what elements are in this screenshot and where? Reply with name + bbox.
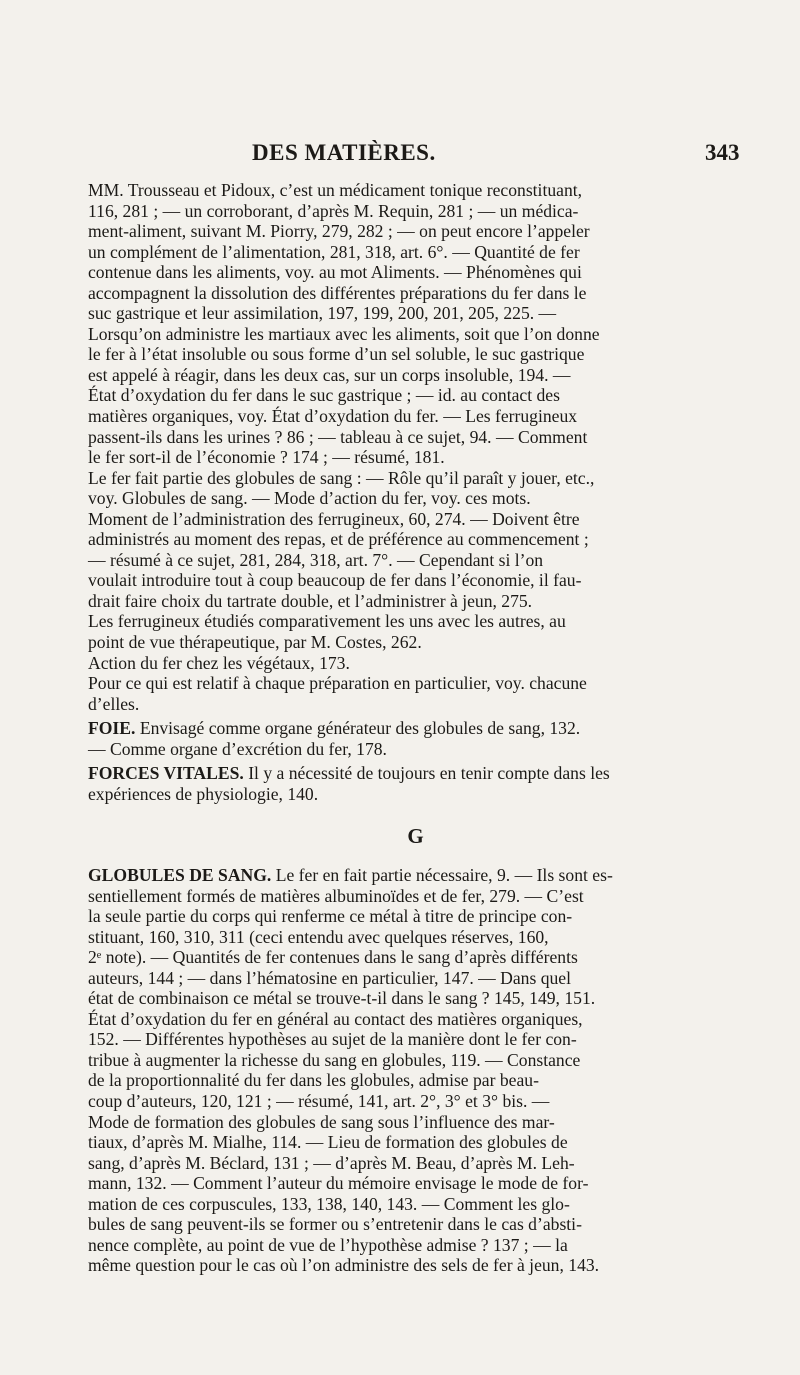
text-line: voulait introduire tout à coup beaucoup de fer dans l’économie, il fau- xyxy=(88,570,582,591)
text-line: 116, 281 ; — un corroborant, d’après M. Requin, 281 ; — un médica- xyxy=(88,200,579,221)
text-line: état de combinaison ce métal se trouve-t-il dans le sang ? 145, 149, 151. xyxy=(88,988,596,1009)
index-entry-foie xyxy=(88,718,743,759)
text-line: — Comme organe d’excrétion du fer, 178. xyxy=(88,738,387,759)
text-line: la seule partie du corps qui renferme ce métal à titre de principe con- xyxy=(88,906,573,927)
text-line: État d’oxydation du fer en général au contact des matières organiques, xyxy=(88,1008,583,1029)
text-line: mann, 132. — Comment l’auteur du mémoire envisage le mode de for- xyxy=(88,1173,589,1194)
page-number: 343 xyxy=(705,140,740,165)
text-line: un complément de l’alimentation, 281, 318, art. 6°. — Quantité de fer xyxy=(88,241,580,262)
running-title: DES MATIÈRES. xyxy=(252,140,436,165)
text-line: le fer sort-il de l’économie ? 174 ; — résumé, 181. xyxy=(88,447,445,468)
section-letter: G xyxy=(407,824,424,849)
index-entry-fer-continued xyxy=(88,180,743,714)
headword: FORCES VITALES. xyxy=(88,763,244,784)
text-line: Mode de formation des globules de sang sous l’influence des mar- xyxy=(88,1111,555,1132)
text-segment: Il y a nécessité de toujours en tenir compte dans les xyxy=(243,763,610,784)
headword: GLOBULES DE SANG. xyxy=(88,864,272,885)
text-line: suc gastrique et leur assimilation, 197, 199, 200, 201, 205, 225. — xyxy=(88,303,557,324)
text-line: Action du fer chez les végétaux, 173. xyxy=(88,652,350,673)
text-line: Pour ce qui est relatif à chaque préparation en particulier, voy. chacune xyxy=(88,673,587,694)
text-line xyxy=(88,865,743,886)
text-line: tiaux, d’après M. Mialhe, 114. — Lieu de formation des globules de xyxy=(88,1132,568,1153)
text-line: coup d’auteurs, 120, 121 ; — résumé, 141, art. 2°, 3° et 3° bis. — xyxy=(88,1090,550,1111)
headword: FOIE. xyxy=(88,718,136,739)
text-line: expériences de physiologie, 140. xyxy=(88,783,319,804)
text-line: nence complète, au point de vue de l’hypothèse admise ? 137 ; — la xyxy=(88,1234,568,1255)
text-line xyxy=(88,763,743,784)
text-line: 2ᵉ note). — Quantités de fer contenues dans le sang d’après différents xyxy=(88,947,578,968)
text-line: bules de sang peuvent-ils se former ou s’entretenir dans le cas d’absti- xyxy=(88,1214,582,1235)
text-line: auteurs, 144 ; — dans l’hématosine en particulier, 147. — Dans quel xyxy=(88,967,572,988)
text-line: État d’oxydation du fer dans le suc gastrique ; — id. au contact des xyxy=(88,385,560,406)
index-text xyxy=(88,180,743,1276)
index-entry-forces-vitales xyxy=(88,763,743,804)
text-line: passent-ils dans les urines ? 86 ; — tableau à ce sujet, 94. — Comment xyxy=(88,426,588,447)
text-segment: Le fer en fait partie nécessaire, 9. — Ils sont es- xyxy=(271,864,613,885)
text-line: mation de ces corpuscules, 133, 138, 140, 143. — Comment les glo- xyxy=(88,1193,570,1214)
running-head xyxy=(0,138,800,172)
text-line: stituant, 160, 310, 311 (ceci entendu avec quelques réserves, 160, xyxy=(88,926,549,947)
text-line: Lorsqu’on administre les martiaux avec les aliments, soit que l’on donne xyxy=(88,323,600,344)
text-line: est appelé à réagir, dans les deux cas, sur un corps insoluble, 194. — xyxy=(88,364,571,385)
text-line: sang, d’après M. Béclard, 131 ; — d’après M. Beau, d’après M. Leh- xyxy=(88,1152,575,1173)
text-line: sentiellement formés de matières albuminoïdes et de fer, 279. — C’est xyxy=(88,885,584,906)
text-line xyxy=(88,718,743,739)
text-line: 152. — Différentes hypothèses au sujet de la manière dont le fer con- xyxy=(88,1029,577,1050)
text-line: Le fer fait partie des globules de sang : — Rôle qu’il paraît y jouer, etc., xyxy=(88,467,595,488)
text-line: administrés au moment des repas, et de préférence au commencement ; xyxy=(88,529,589,550)
text-line: le fer à l’état insoluble ou sous forme d’un sel soluble, le suc gastrique xyxy=(88,344,585,365)
text-line: MM. Trousseau et Pidoux, c’est un médicament tonique reconstituant, xyxy=(88,180,583,200)
index-entry-globules-de-sang xyxy=(88,865,743,1276)
text-line: tribue à augmenter la richesse du sang en globules, 119. — Constance xyxy=(88,1049,581,1070)
text-line: drait faire choix du tartrate double, et l’administrer à jeun, 275. xyxy=(88,590,533,611)
text-segment: Envisagé comme organe générateur des globules de sang, 132. xyxy=(135,718,581,739)
text-line: de la proportionnalité du fer dans les globules, admise par beau- xyxy=(88,1070,539,1091)
text-line: même question pour le cas où l’on administre des sels de fer à jeun, 143. xyxy=(88,1255,600,1276)
text-line: ment-aliment, suivant M. Piorry, 279, 282 ; — on peut encore l’appeler xyxy=(88,221,590,242)
text-line: — résumé à ce sujet, 281, 284, 318, art. 7°. — Cependant si l’on xyxy=(88,549,544,570)
text-line: voy. Globules de sang. — Mode d’action du fer, voy. ces mots. xyxy=(88,488,531,509)
text-line: Les ferrugineux étudiés comparativement les uns avec les autres, au xyxy=(88,611,566,632)
text-line: contenue dans les aliments, voy. au mot Aliments. — Phénomènes qui xyxy=(88,262,582,283)
text-line: Moment de l’administration des ferrugineux, 60, 274. — Doivent être xyxy=(88,508,580,529)
text-line: d’elles. xyxy=(88,693,140,714)
text-line: accompagnent la dissolution des différentes préparations du fer dans le xyxy=(88,282,587,303)
text-line: point de vue thérapeutique, par M. Costes, 262. xyxy=(88,632,422,653)
text-line: matières organiques, voy. État d’oxydation du fer. — Les ferrugineux xyxy=(88,406,578,427)
